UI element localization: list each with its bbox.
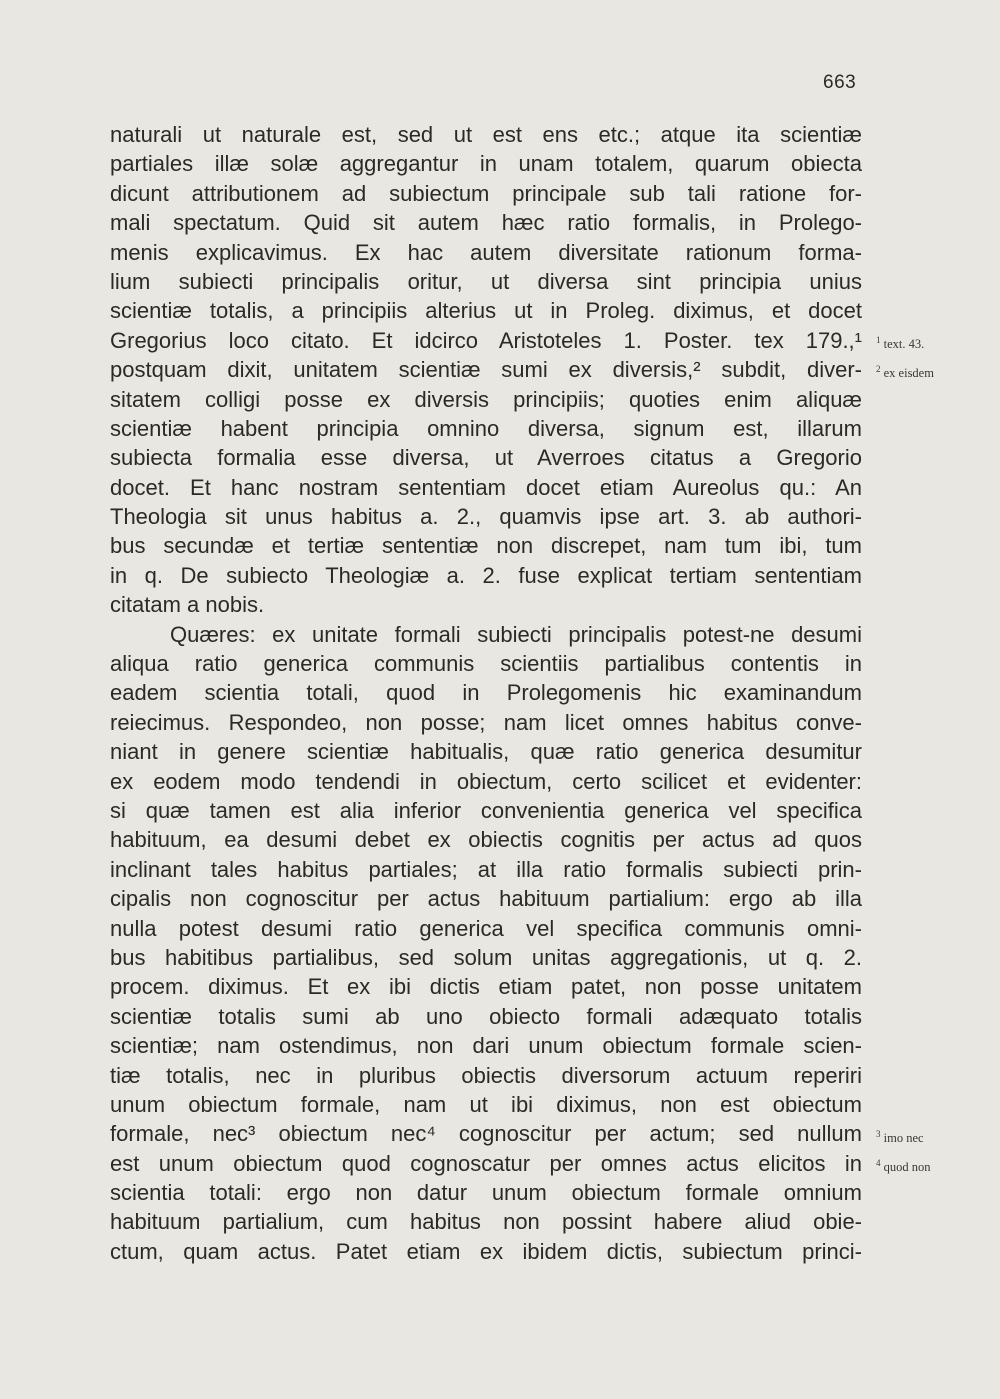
text-line: Quæres: ex unitate formali subiecti principalis potest-ne desumi — [170, 621, 862, 647]
text-line: scientiæ totalis, a principiis alterius ut in Proleg. diximus, et docet — [110, 298, 862, 324]
text-line: ex eodem modo tendendi in obiectum, certo scilicet et evidenter: — [110, 768, 862, 794]
margin-note-text: ex eisdem — [883, 366, 934, 381]
text-line: lium subiecti principalis oritur, ut diversa sint principia unius — [110, 268, 862, 294]
text-line: bus habitibus partialibus, sed solum unitas aggregationis, ut q. 2. — [110, 944, 862, 970]
text-line: formale, nec³ obiectum nec⁴ cognoscitur per actum; sed nullum — [110, 1121, 862, 1147]
text-line: unum obiectum formale, nam ut ibi diximus, non est obiectum — [110, 1091, 862, 1117]
text-line: Gregorius loco citato. Et idcirco Aristoteles 1. Poster. tex 179.,¹ — [110, 327, 862, 353]
text-line: procem. diximus. Et ex ibi dictis etiam patet, non posse unitatem — [110, 974, 862, 1000]
text-line: habituum partialium, cum habitus non possint habere aliud obie- — [110, 1209, 862, 1235]
text-line: scientiæ totalis sumi ab uno obiecto formali adæquato totalis — [110, 1003, 862, 1029]
margin-note-text: text. 43. — [883, 336, 925, 351]
text-line: cipalis non cognoscitur per actus habituum partialium: ergo ab illa — [110, 886, 862, 912]
text-line: est unum obiectum quod cognoscatur per omnes actus elicitos in — [110, 1150, 862, 1176]
footnote-marker: 2 — [876, 364, 881, 375]
margin-note — [876, 1120, 924, 1149]
footnote-marker: 4 — [876, 1158, 881, 1168]
margin-note-text: quod non — [883, 1160, 931, 1175]
text-line: docet. Et hanc nostram sententiam docet etiam Aureolus qu.: An — [110, 474, 862, 500]
text-line: nulla potest desumi ratio generica vel specifica communis omni- — [110, 915, 862, 941]
text-line: bus secundæ et tertiæ sententiæ non discrepet, nam tum ibi, tum — [110, 533, 862, 559]
text-line: Theologia sit unus habitus a. 2., quamvis ipse art. 3. ab authori- — [110, 504, 862, 530]
text-line: dicunt attributionem ad subiectum principale sub tali ratione for- — [110, 180, 862, 206]
text-line: scientiæ; nam ostendimus, non dari unum obiectum formale scien- — [110, 1033, 862, 1059]
text-line: reiecimus. Respondeo, non posse; nam licet omnes habitus conve- — [110, 709, 862, 735]
body-text — [110, 120, 862, 1266]
text-line: habituum, ea desumi debet ex obiectis cognitis per actus ad quos — [110, 827, 862, 853]
text-line: postquam dixit, unitatem scientiæ sumi ex diversis,² subdit, diver- — [110, 357, 862, 383]
text-line: si quæ tamen est alia inferior convenientia generica vel specifica — [110, 797, 862, 823]
margin-note — [876, 326, 924, 355]
text-line: menis explicavimus. Ex hac autem diversitate rationum forma- — [110, 239, 862, 265]
text-line: tiæ totalis, nec in pluribus obiectis diversorum actuum reperiri — [110, 1062, 862, 1088]
margin-note — [876, 355, 934, 384]
margin-note — [876, 1149, 931, 1178]
text-line: naturali ut naturale est, sed ut est ens etc.; atque ita scientiæ — [110, 122, 862, 147]
text-line: niant in genere scientiæ habitualis, quæ ratio generica desumitur — [110, 739, 862, 765]
footnote-marker: 1 — [876, 334, 881, 345]
text-line: scientiæ habent principia omnino diversa, signum est, illarum — [110, 415, 862, 441]
text-line: eadem scientia totali, quod in Prolegomenis hic examinandum — [110, 680, 862, 706]
text-line: in q. De subiecto Theologiæ a. 2. fuse explicat tertiam sententiam — [110, 562, 862, 588]
footnote-marker: 3 — [876, 1128, 881, 1139]
text-line: aliqua ratio generica communis scientiis partialibus contentis in — [110, 651, 862, 677]
text-line: subiecta formalia esse diversa, ut Averroes citatus a Gregorio — [110, 445, 862, 471]
text-line: inclinant tales habitus partiales; at illa ratio formalis subiecti prin- — [110, 856, 862, 882]
text-line: sitatem colligi posse ex diversis principiis; quoties enim aliquæ — [110, 386, 862, 412]
margin-note-text: imo nec — [883, 1130, 924, 1145]
text-line: partiales illæ solæ aggregantur in unam totalem, quarum obiecta — [110, 151, 862, 177]
text-line: scientia totali: ergo non datur unum obiectum formale omnium — [110, 1180, 862, 1206]
text-line: citatam a nobis. — [110, 592, 265, 618]
page-number: 663 — [823, 72, 857, 93]
text-line: mali spectatum. Quid sit autem hæc ratio formalis, in Prolego- — [110, 210, 862, 236]
text-line: ctum, quam actus. Patet etiam ex ibidem dictis, subiectum princi- — [110, 1238, 862, 1264]
